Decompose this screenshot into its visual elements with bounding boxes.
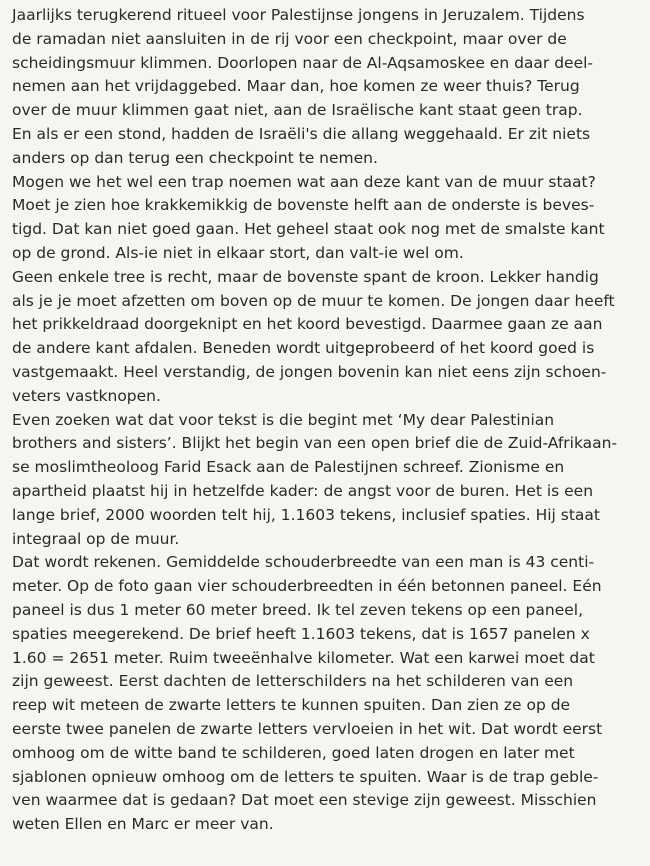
text-line: weten Ellen en Marc er meer van. [12, 815, 274, 834]
text-line: zijn geweest. Eerst dachten de letterschilders na het schilderen van een [12, 672, 574, 691]
text-line: Geen enkele tree is recht, maar de bovenste spant de kroon. Lekker handig [12, 267, 599, 286]
text-line: En als er een stond, hadden de Israëli's die allang weggehaald. Er zit niets [12, 124, 591, 143]
text-line: Mogen we het wel een trap noemen wat aan deze kant van de muur staat? [12, 172, 596, 191]
text-line: eerste twee panelen de zwarte letters vervloeien in het wit. Dat wordt eerst [12, 719, 603, 738]
text-line: nemen aan het vrijdaggebed. Maar dan, hoe komen ze weer thuis? Terug [12, 77, 580, 96]
text-line: Dat wordt rekenen. Gemiddelde schouderbreedte van een man is 43 centi- [12, 553, 595, 572]
text-line: paneel is dus 1 meter 60 meter breed. Ik tel zeven tekens op een paneel, [12, 600, 584, 619]
text-line: Moet je zien hoe krakkemikkig de bovenste helft aan de onderste is beves- [12, 196, 595, 215]
text-line: de andere kant afdalen. Beneden wordt uitgeprobeerd of het koord goed is [12, 339, 595, 358]
text-line: lange brief, 2000 woorden telt hij, 1.1603 tekens, inclusief spaties. Hij staat [12, 505, 601, 524]
text-line: se moslimtheoloog Farid Esack aan de Palestijnen schreef. Zionisme en [12, 458, 565, 477]
text-line: op de grond. Als-ie niet in elkaar stort, dan valt-ie wel om. [12, 243, 464, 262]
text-line: veters vastknopen. [12, 386, 161, 405]
text-line: het prikkeldraad doorgeknipt en het koord bevestigd. Daarmee gaan ze aan [12, 315, 603, 334]
text-line: als je je moet afzetten om boven op de muur te komen. De jongen daar heeft [12, 291, 615, 310]
text-line: Jaarlijks terugkerend ritueel voor Palestijnse jongens in Jeruzalem. Tijdens [12, 6, 585, 24]
text-line: scheidingsmuur klimmen. Doorlopen naar de Al-Aqsamoskee en daar deel- [12, 53, 594, 72]
text-line: sjablonen opnieuw omhoog om de letters te spuiten. Waar is de trap geble- [12, 767, 599, 786]
text-line: Even zoeken wat dat voor tekst is die begint met ‘My dear Palestinian [12, 410, 555, 429]
body-text [12, 4, 644, 837]
text-line: meter. Op de foto gaan vier schouderbreedten in één betonnen paneel. Eén [12, 577, 602, 596]
text-line: spaties meegerekend. De brief heeft 1.1603 tekens, dat is 1657 panelen x [12, 624, 590, 643]
text-line: reep wit meteen de zwarte letters te kunnen spuiten. Dan zien ze op de [12, 696, 571, 715]
text-line: de ramadan niet aansluiten in de rij voor een checkpoint, maar over de [12, 29, 567, 48]
text-line: over de muur klimmen gaat niet, aan de Israëlische kant staat geen trap. [12, 101, 583, 120]
text-line: apartheid plaatst hij in hetzelfde kader: de angst voor de buren. Het is een [12, 481, 594, 500]
text-line: vastgemaakt. Heel verstandig, de jongen bovenin kan niet eens zijn schoen- [12, 362, 607, 381]
text-line: anders op dan terug een checkpoint te nemen. [12, 148, 378, 167]
text-line: omhoog om de witte band te schilderen, goed laten drogen en later met [12, 743, 575, 762]
text-line: 1.60 = 2651 meter. Ruim tweeënhalve kilometer. Wat een karwei moet dat [12, 648, 595, 667]
text-line: brothers and sisters’. Blijkt het begin van een open brief die de Zuid-Afrikaan- [12, 434, 618, 453]
text-line: tigd. Dat kan niet goed gaan. Het geheel staat ook nog met de smalste kant [12, 220, 605, 239]
text-line: integraal op de muur. [12, 529, 180, 548]
text-line: ven waarmee dat is gedaan? Dat moet een stevige zijn geweest. Misschien [12, 791, 597, 810]
